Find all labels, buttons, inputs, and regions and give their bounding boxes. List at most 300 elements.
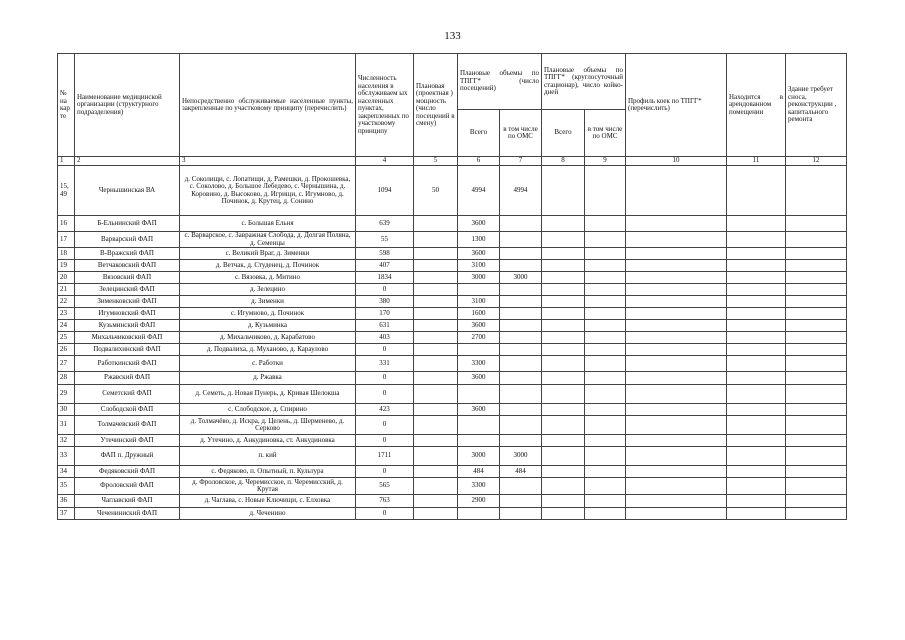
cell-empty [585,495,626,508]
cell-num: 30 [58,404,75,416]
header-num: № на кар те [58,54,75,157]
cell-pop: 55 [356,232,414,248]
cell-cap [414,435,458,447]
cell-empty [727,372,786,385]
cell-pop: 565 [356,478,414,495]
cell-cap [414,508,458,520]
cell-empty [727,478,786,495]
cell-served: с. Большая Ельня [180,216,356,232]
cell-total [458,284,500,296]
cell-served: д. Ветчак, д. Студенец, д. Починок [180,260,356,272]
cell-oms [500,435,542,447]
cell-oms [500,372,542,385]
cell-served: д. Толмачёво, д. Искра, д. Целень, д. Шерменево, д. Серково [180,416,356,435]
cell-empty [626,356,727,372]
cell-empty [727,320,786,332]
cell-num: 22 [58,296,75,308]
cell-empty [542,296,585,308]
cell-name: Варварский ФАП [75,232,180,248]
cell-name: Семетский ФАП [75,385,180,404]
cell-empty [585,372,626,385]
cell-cap [414,356,458,372]
cell-oms [500,308,542,320]
table-row [58,216,847,232]
cell-cap [414,344,458,356]
cell-empty [585,478,626,495]
table-row [58,272,847,284]
table-row [58,248,847,260]
cell-empty [585,508,626,520]
cell-served: с. Слободское, д. Спирино [180,404,356,416]
cell-empty [542,372,585,385]
cell-num: 19 [58,260,75,272]
cell-empty [727,332,786,344]
page-number: 133 [444,30,461,42]
cell-num: 16 [58,216,75,232]
header-rented: Находится в арендованном помещении [727,54,786,157]
cell-pop: 380 [356,296,414,308]
cell-oms: 3000 [500,447,542,466]
cell-oms [500,478,542,495]
cell-num: 24 [58,320,75,332]
cell-empty [626,232,727,248]
cell-empty [786,260,847,272]
cell-empty [786,404,847,416]
table-row [58,508,847,520]
cell-empty [585,284,626,296]
cell-empty [727,404,786,416]
table-row [58,308,847,320]
cell-empty [585,232,626,248]
cell-total: 3300 [458,478,500,495]
cell-total: 2700 [458,332,500,344]
cell-oms [500,284,542,296]
cell-pop: 423 [356,404,414,416]
cell-num: 23 [58,308,75,320]
cell-pop: 1834 [356,272,414,284]
cell-served: д. Кузьминка [180,320,356,332]
header-served: Непосредственно обслуживаемые населенные пункты, закрепленные по участковому принципу (перечислить) [180,54,356,157]
column-number-row [58,157,847,166]
cell-name: Игумновский ФАП [75,308,180,320]
cell-total: 1600 [458,308,500,320]
table-row [58,435,847,447]
cell-empty [786,466,847,478]
cell-empty [542,435,585,447]
cell-empty [542,404,585,416]
cell-total [458,344,500,356]
cell-name: В-Вражский ФАП [75,248,180,260]
cell-oms: 484 [500,466,542,478]
cell-total: 3600 [458,372,500,385]
col-number: 6 [458,157,500,166]
table-row [58,385,847,404]
cell-empty [727,344,786,356]
cell-empty [626,478,727,495]
cell-cap [414,284,458,296]
cell-pop: 1711 [356,447,414,466]
cell-oms [500,296,542,308]
cell-oms [500,248,542,260]
table-row [58,296,847,308]
cell-empty [585,344,626,356]
cell-empty [786,320,847,332]
cell-pop: 170 [356,308,414,320]
cell-num: 29 [58,385,75,404]
cell-served: д. Подвалиха, д. Муханово, д. Караулово [180,344,356,356]
cell-empty [727,356,786,372]
cell-empty [585,385,626,404]
header-capacity: Плановая (проектная ) мощность (число посещений в смену) [414,54,458,157]
cell-empty [626,404,727,416]
cell-pop: 639 [356,216,414,232]
cell-empty [585,435,626,447]
cell-pop: 1094 [356,166,414,216]
cell-empty [626,344,727,356]
header-profile: Профиль коек по ТПГГ* (перечислить) [626,54,727,157]
table-row [58,284,847,296]
cell-oms [500,404,542,416]
cell-total: 484 [458,466,500,478]
cell-empty [542,508,585,520]
cell-cap [414,232,458,248]
cell-total: 3600 [458,248,500,260]
cell-total: 2900 [458,495,500,508]
cell-empty [786,372,847,385]
cell-num: 18 [58,248,75,260]
cell-num: 21 [58,284,75,296]
cell-name: Кузьминский ФАП [75,320,180,332]
cell-empty [626,508,727,520]
cell-served: д. Зелецино [180,284,356,296]
cell-served: д. Михальчиково, д. Карабатово [180,332,356,344]
cell-total [458,508,500,520]
facilities-table [57,53,847,520]
cell-pop: 403 [356,332,414,344]
cell-name: ФАП п. Дружный [75,447,180,466]
cell-empty [626,495,727,508]
cell-empty [585,416,626,435]
cell-oms [500,508,542,520]
table-row [58,332,847,344]
cell-pop: 598 [356,248,414,260]
cell-empty [542,344,585,356]
cell-pop: 0 [356,416,414,435]
cell-name: Зименковский ФАП [75,296,180,308]
cell-name: Утечинский ФАП [75,435,180,447]
cell-empty [626,466,727,478]
table-row [58,404,847,416]
col-number: 4 [356,157,414,166]
cell-empty [727,416,786,435]
cell-name: Чаглавский ФАП [75,495,180,508]
cell-empty [542,466,585,478]
cell-empty [542,260,585,272]
cell-cap [414,372,458,385]
cell-empty [585,308,626,320]
cell-cap: 50 [414,166,458,216]
cell-empty [727,260,786,272]
cell-empty [626,216,727,232]
cell-pop: 0 [356,372,414,385]
cell-total: 3100 [458,296,500,308]
cell-oms [500,356,542,372]
cell-name: Ветчаковский ФАП [75,260,180,272]
table-row [58,260,847,272]
cell-oms [500,385,542,404]
table-row [58,320,847,332]
cell-pop: 0 [356,508,414,520]
col-number: 11 [727,157,786,166]
cell-empty [626,447,727,466]
cell-empty [626,260,727,272]
cell-total [458,416,500,435]
cell-oms [500,320,542,332]
header-oms-beddays: в том числе по ОМС [585,110,626,157]
cell-empty [786,332,847,344]
cell-empty [727,466,786,478]
cell-empty [585,404,626,416]
col-number: 7 [500,157,542,166]
cell-empty [542,284,585,296]
cell-pop: 0 [356,435,414,447]
cell-empty [542,248,585,260]
cell-empty [585,332,626,344]
cell-empty [786,308,847,320]
cell-empty [727,447,786,466]
cell-empty [626,272,727,284]
cell-cap [414,216,458,232]
cell-empty [786,495,847,508]
cell-pop: 407 [356,260,414,272]
header-plan-tpgg: Плановые объемы по ТПГГ* (число посещений) [458,54,542,110]
cell-empty [542,272,585,284]
cell-empty [786,435,847,447]
cell-total [458,385,500,404]
col-number: 9 [585,157,626,166]
cell-served: п. кий [180,447,356,466]
col-number: 8 [542,157,585,166]
cell-empty [585,296,626,308]
cell-served: с. Вязовка, д. Митино [180,272,356,284]
cell-oms [500,332,542,344]
cell-pop: 331 [356,356,414,372]
cell-empty [542,232,585,248]
cell-empty [626,284,727,296]
cell-cap [414,260,458,272]
cell-empty [786,284,847,296]
cell-empty [542,447,585,466]
cell-cap [414,478,458,495]
table-row [58,372,847,385]
cell-name: Работкинский ФАП [75,356,180,372]
cell-oms [500,232,542,248]
cell-served: д. Зименки [180,296,356,308]
cell-empty [727,508,786,520]
cell-num: 33 [58,447,75,466]
cell-pop: 0 [356,284,414,296]
cell-empty [727,232,786,248]
cell-num: 25 [58,332,75,344]
cell-cap [414,272,458,284]
header-repair: Здание требует сноса, реконструкции , капитального ремонта [786,54,847,157]
cell-name: Толмачевский ФАП [75,416,180,435]
cell-num: 27 [58,356,75,372]
cell-oms [500,495,542,508]
cell-empty [786,232,847,248]
cell-num: 34 [58,466,75,478]
cell-num: 20 [58,272,75,284]
cell-total [458,435,500,447]
col-number: 1 [58,157,75,166]
cell-empty [585,248,626,260]
cell-cap [414,495,458,508]
cell-cap [414,320,458,332]
col-number: 5 [414,157,458,166]
cell-empty [626,385,727,404]
cell-empty [626,296,727,308]
cell-empty [786,385,847,404]
cell-num: 15, 49 [58,166,75,216]
cell-name: Федяковский ФАП [75,466,180,478]
cell-served: д. Семеть, д. Новая Пунерь, д. Кривая Шелокша [180,385,356,404]
cell-served: с. Работки [180,356,356,372]
cell-served: д. Чаглава, с. Новые Ключищи, с. Елховка [180,495,356,508]
cell-empty [542,478,585,495]
cell-empty [786,508,847,520]
col-number: 2 [75,157,180,166]
table-row [58,466,847,478]
cell-oms: 4994 [500,166,542,216]
cell-empty [727,216,786,232]
cell-name: Вязовский ФАП [75,272,180,284]
cell-cap [414,447,458,466]
cell-empty [626,166,727,216]
cell-empty [786,344,847,356]
cell-empty [585,447,626,466]
cell-empty [786,296,847,308]
cell-num: 26 [58,344,75,356]
cell-empty [585,466,626,478]
cell-served: с. Варварское, с. Завражная Слобода, д. Долгая Поляна, д. Семенцы [180,232,356,248]
cell-num: 37 [58,508,75,520]
cell-total: 3600 [458,404,500,416]
cell-empty [542,308,585,320]
cell-empty [786,478,847,495]
cell-empty [786,272,847,284]
cell-empty [626,308,727,320]
col-number: 12 [786,157,847,166]
cell-empty [542,416,585,435]
cell-num: 32 [58,435,75,447]
table-row [58,166,847,216]
cell-total: 4994 [458,166,500,216]
cell-empty [542,385,585,404]
cell-empty [585,216,626,232]
cell-empty [727,272,786,284]
cell-name: Зелецинский ФАП [75,284,180,296]
cell-empty [626,332,727,344]
cell-oms [500,416,542,435]
table-row [58,478,847,495]
table-row [58,356,847,372]
cell-served: д. Чеченино [180,508,356,520]
cell-pop: 631 [356,320,414,332]
col-number: 10 [626,157,727,166]
col-number: 3 [180,157,356,166]
cell-name: Б-Ельнинский ФАП [75,216,180,232]
cell-empty [626,435,727,447]
cell-empty [626,372,727,385]
cell-total: 3600 [458,216,500,232]
cell-served: с. Великий Враг, д. Зименки [180,248,356,260]
header-population: Численность населения в обслуживаем ых населенных пунктах, закрепленных по участковому принципу [356,54,414,157]
cell-served: д. Соколищи, с. Лопатищи, д. Рамешки, д. Прокошевка, с. Соколово, д. Большое Лебедево, с. Чернышина, д. Коровино, д. Высоково, д. Игрищи, с. Игумново, д. Починок, д. Крутец, д. Сонино [180,166,356,216]
cell-empty [727,495,786,508]
header-total-visits: Всего [458,110,500,157]
cell-total: 3000 [458,272,500,284]
cell-empty [786,216,847,232]
cell-empty [727,284,786,296]
cell-empty [626,248,727,260]
cell-empty [727,296,786,308]
cell-empty [626,320,727,332]
cell-num: 31 [58,416,75,435]
cell-empty [727,308,786,320]
cell-oms [500,216,542,232]
table-row [58,232,847,248]
cell-cap [414,404,458,416]
cell-empty [727,166,786,216]
cell-empty [626,416,727,435]
cell-oms [500,260,542,272]
cell-empty [542,495,585,508]
header-oms-visits: в том числе по ОМС [500,110,542,157]
cell-cap [414,466,458,478]
cell-empty [786,356,847,372]
table-row [58,416,847,435]
cell-cap [414,248,458,260]
cell-total: 3000 [458,447,500,466]
cell-empty [786,416,847,435]
cell-cap [414,385,458,404]
cell-pop: 0 [356,344,414,356]
header-plan-stationary: Плановые объемы по ТПГГ* (круглосуточный стационар), число койко-дней [542,54,626,110]
cell-cap [414,416,458,435]
cell-cap [414,308,458,320]
cell-pop: 0 [356,385,414,404]
cell-empty [585,356,626,372]
cell-total: 3100 [458,260,500,272]
cell-cap [414,296,458,308]
cell-empty [727,248,786,260]
cell-cap [414,332,458,344]
header-total-beddays: Всего [542,110,585,157]
cell-num: 36 [58,495,75,508]
cell-served: д. Ржавка [180,372,356,385]
table-row [58,495,847,508]
cell-empty [585,320,626,332]
cell-name: Михальчиковский ФАП [75,332,180,344]
cell-empty [786,248,847,260]
cell-empty [542,166,585,216]
cell-empty [786,447,847,466]
cell-name: Чечениниский ФАП [75,508,180,520]
cell-empty [727,385,786,404]
cell-pop: 0 [356,466,414,478]
cell-name: Слободской ФАП [75,404,180,416]
cell-served: д. Фроловское, д. Черемисское, п. Черемисский, д. Крутая [180,478,356,495]
